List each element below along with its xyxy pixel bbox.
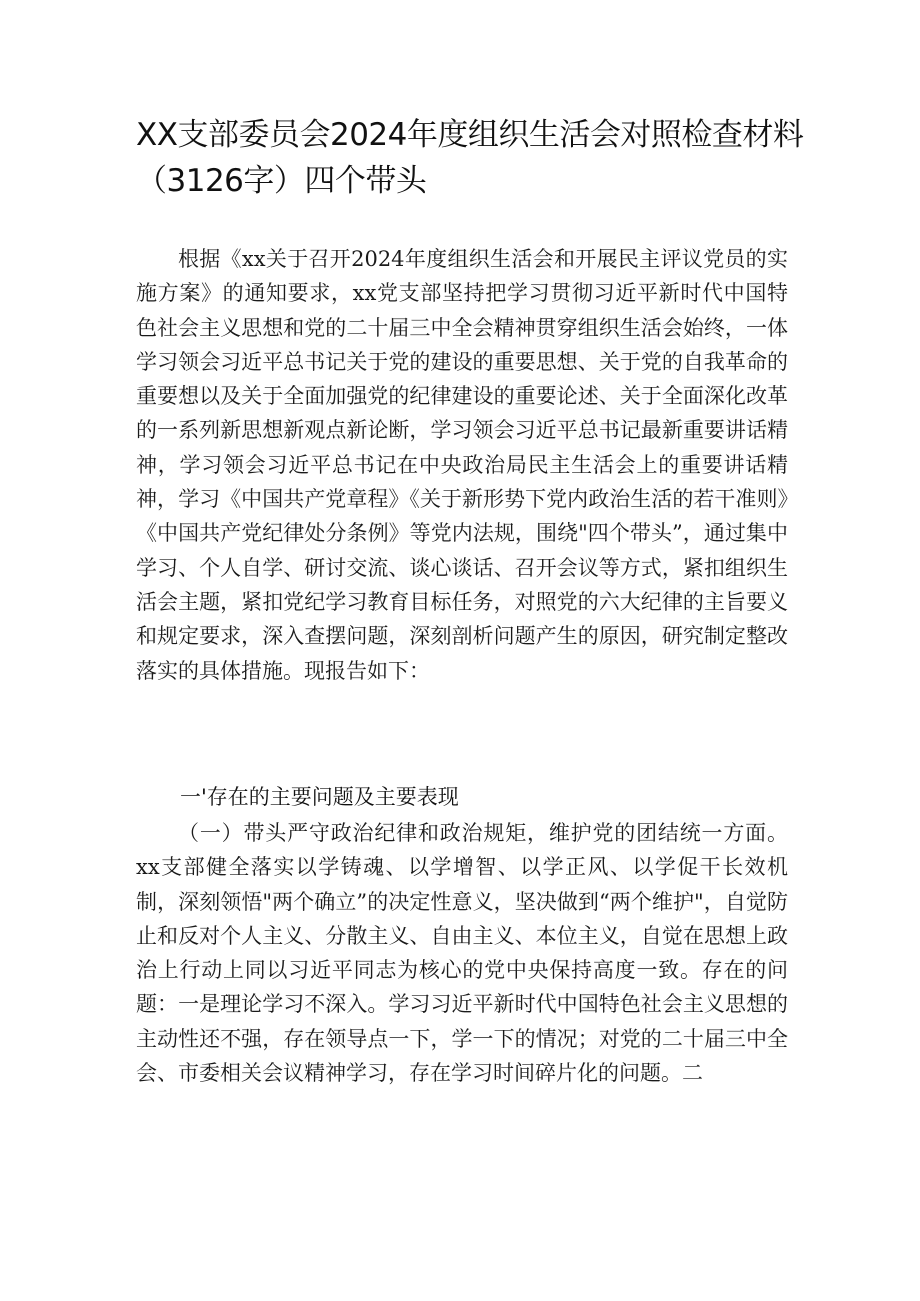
document-title: XX支部委员会2024年度组织生活会对照检查材料（3126字）四个带头 <box>136 117 804 199</box>
section-one-paragraph: （一）带头严守政治纪律和政治规矩，维护党的团结统一方面。xx支部健全落实以学铸魂、以学增智、以学正风、以学促干长效机制，深刻领悟"两个确立”的决定性意义，坚决做到“两个维护"，自觉防止和反对个人主义、分散主义、自由主义、本位主义，自觉在思想上政治上行动上同以习近平同志为核心的党中央保持高度一致。存在的问题：一是理论学习不深入。学习习近平新时代中国特色社会主义思想的主动性还不强，存在领导点一下，学一下的情况；对党的二十届三中全会、市委相关会议精神学习，存在学习时间碎片化的问题。二 <box>136 821 788 1086</box>
section-heading: 一'存在的主要问题及主要表现 <box>180 785 459 809</box>
intro-paragraph: 根据《xx关于召开2024年度组织生活会和开展民主评议党员的实施方案》的通知要求，xx党支部坚持把学习贯彻习近平新时代中国特色社会主义思想和党的二十届三中全会精神贯穿组织生活会始终，一体学习领会习近平总书记关于党的建设的重要思想、关于党的自我革命的重要想以及关于全面加强党的纪律建设的重要论述、关于全面深化改革的一系列新思想新观点新论断，学习领会习近平总书记最新重要讲话精神，学习领会习近平总书记在中央政治局民主生活会上的重要讲话精神，学习《中国共产党章程》《关于新形势下党内政治生活的若干准则》《中国共产党纪律处分条例》等党内法规，围绕"四个带头”，通过集中学习、个人自学、研讨交流、谈心谈话、召开会议等方式，紧扣组织生活会主题，紧扣党纪学习教育目标任务，对照党的六大纪律的主旨要义和规定要求，深入查摆问题，深刻剖析问题产生的原因，研究制定整改落实的具体措施。现报告如下： <box>136 247 788 683</box>
